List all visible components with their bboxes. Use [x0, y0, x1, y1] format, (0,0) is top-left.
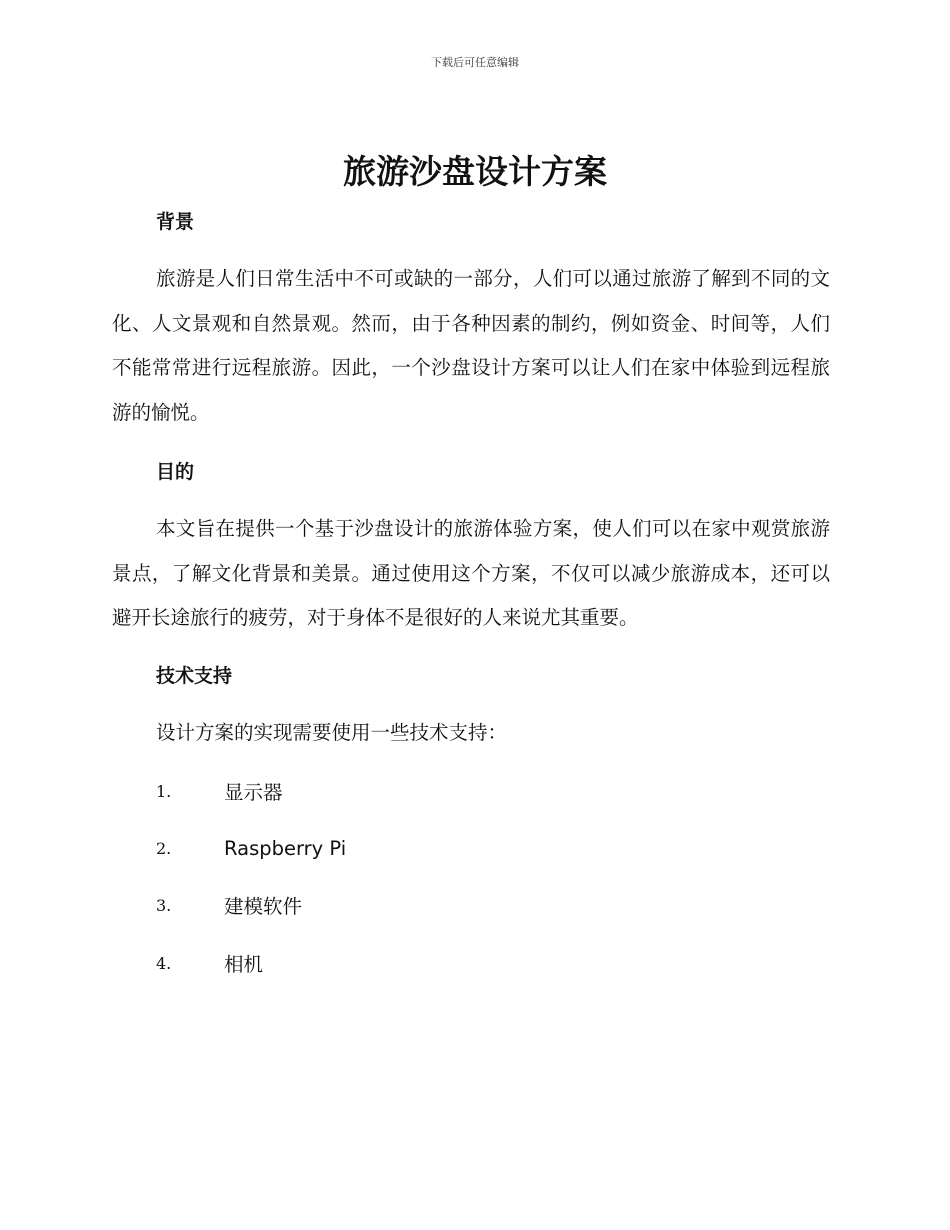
- document-title: 旅游沙盘设计方案: [343, 152, 607, 191]
- section-heading-tech-support: 技术支持: [156, 665, 233, 687]
- section-heading-purpose: 目的: [156, 461, 195, 483]
- section-heading-background: 背景: [156, 211, 195, 233]
- list-text: 相机: [224, 953, 264, 976]
- list-text: Raspberry Pi: [224, 836, 347, 860]
- tech-support-intro: 设计方案的实现需要使用一些技术支持：: [156, 721, 508, 744]
- paragraph-purpose: 本文旨在提供一个基于沙盘设计的旅游体验方案，使人们可以在家中观赏旅游景点，了解文化背景和美景。通过使用这个方案，不仅可以减少旅游成本，还可以避开长途旅行的疲劳，对于身体不是很好的人来说尤其重要。: [112, 517, 830, 629]
- paragraph-background: 旅游是人们日常生活中不可或缺的一部分，人们可以通过旅游了解到不同的文化、人文景观和自然景观。然而，由于各种因素的制约，例如资金、时间等，人们不能常常进行远程旅游。因此，一个沙盘设计方案可以让人们在家中体验到远程旅游的愉悦。: [112, 267, 830, 424]
- list-number: 2.: [156, 838, 172, 858]
- list-item: [156, 835, 346, 861]
- list-number: 3.: [156, 895, 172, 915]
- list-item: [156, 778, 283, 804]
- list-number: 1.: [156, 781, 172, 801]
- list-item: [156, 950, 263, 976]
- header-note: 下载后可任意编辑: [431, 56, 519, 69]
- list-text: 建模软件: [224, 895, 303, 918]
- list-number: 4.: [156, 953, 172, 973]
- list-text: 显示器: [224, 781, 283, 804]
- list-item: [156, 892, 302, 918]
